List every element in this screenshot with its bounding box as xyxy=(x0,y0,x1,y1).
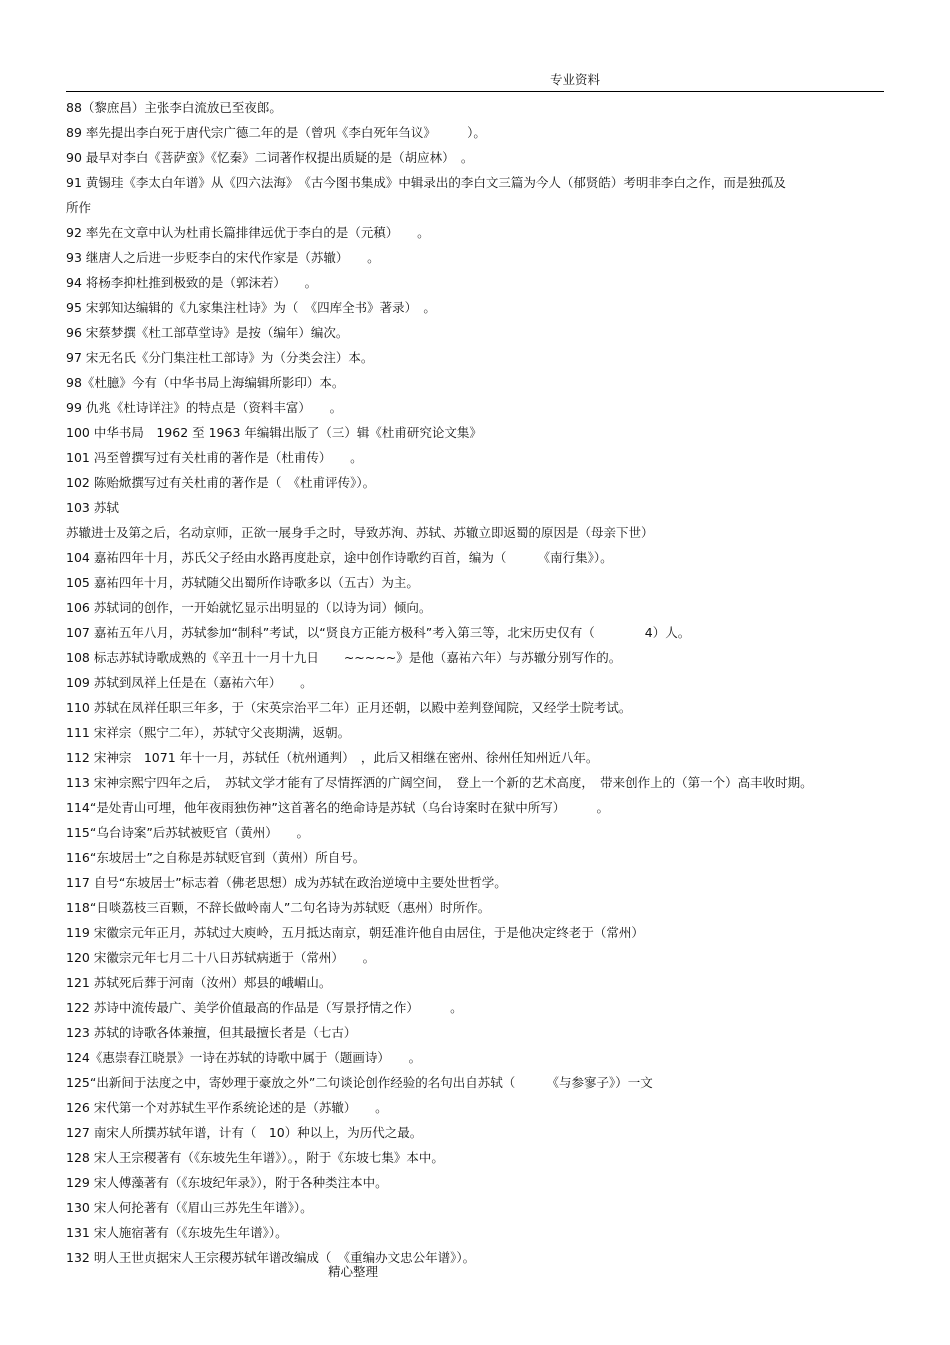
document-line: 苏辙进士及第之后，名动京师，正欲一展身手之时，导致苏洵、苏轼、苏辙立即返蜀的原因是（母亲下世） xyxy=(66,525,654,540)
document-line: 113 宋神宗熙宁四年之后， 苏轼文学才能有了尽情挥洒的广阔空间， 登上一个新的艺术高度， 带来创作上的（第一个）高丰收时期。 xyxy=(66,775,813,790)
document-line: 88（黎庶昌）主张李白流放已至夜郎。 xyxy=(66,100,282,115)
document-line: 92 率先在文章中认为杜甫长篇排律远优于李白的是（元稹） 。 xyxy=(66,225,430,240)
document-line: 94 将杨李抑杜推到极致的是（郭沫若） 。 xyxy=(66,275,318,290)
document-line: 99 仇兆《杜诗详注》的特点是（资料丰富） 。 xyxy=(66,400,343,415)
document-line: 106 苏轼词的创作，一开始就忆显示出明显的（以诗为词）倾向。 xyxy=(66,600,432,615)
document-line: 103 苏轼 xyxy=(66,500,119,515)
document-line: 97 宋无名氏《分门集注杜工部诗》为（分类会注）本。 xyxy=(66,350,374,365)
document-line: 89 率先提出李白死于唐代宗广德二年的是（曾巩《李白死年刍议》 ）。 xyxy=(66,125,486,140)
document-line: 104 嘉祐四年十月，苏氏父子经由水路再度赴京，途中创作诗歌约百首，编为（ 《南行集》）。 xyxy=(66,550,613,565)
document-line: 111 宋祥宗（熙宁二年），苏轼守父丧期满，返朝。 xyxy=(66,725,351,740)
document-line: 125“出新间于法度之中，寄妙理于豪放之外”二句谈论创作经验的名句出自苏轼（ 《与参寥子》）一文 xyxy=(66,1075,653,1090)
header-divider xyxy=(66,91,884,92)
document-line: 95 宋郭知达编辑的《九家集注杜诗》为（ 《四库全书》著录） 。 xyxy=(66,300,436,315)
document-line: 116“东坡居士”之自称是苏轼贬官到（黄州）所自号。 xyxy=(66,850,366,865)
document-line: 128 宋人王宗稷著有（《东坡先生年谱》）。，附于《东坡七集》本中。 xyxy=(66,1150,444,1165)
page-footer: 精心整理 xyxy=(327,1264,378,1279)
document-line: 110 苏轼在凤祥任职三年多，于（宋英宗治平二年）正月还朝，以殿中差判登闻院，又经学士院考试。 xyxy=(66,700,632,715)
document-line: 114“是处青山可埋，他年夜雨独伤神”这首著名的绝命诗是苏轼（乌台诗案时在狱中所写） 。 xyxy=(66,800,610,815)
document-line: 127 南宋人所撰苏轼年谱，计有（ 10）种以上，为历代之最。 xyxy=(66,1125,423,1140)
document-line: 121 苏轼死后葬于河南（汝州）郏县的峨嵋山。 xyxy=(66,975,332,990)
document-line: 130 宋人何抡著有（《眉山三苏先生年谱》）。 xyxy=(66,1200,313,1215)
document-line: 107 嘉祐五年八月，苏轼参加“制科”考试，以“贤良方正能方极科”考入第三等，北宋历史仅有（ 4）人。 xyxy=(66,625,691,640)
document-line: 112 宋神宗 1071 年十一月，苏轼任（杭州通判） ，此后又相继在密州、徐州任知州近八年。 xyxy=(66,750,599,765)
document-line: 131 宋人施宿著有（《东坡先生年谱》）。 xyxy=(66,1225,288,1240)
document-line: 124《惠崇春江晓景》一诗在苏轼的诗歌中属于（题画诗） 。 xyxy=(66,1050,422,1065)
document-line: 96 宋蔡梦撰《杜工部草堂诗》是按（编年）编次。 xyxy=(66,325,349,340)
page-header-title: 专业资料 xyxy=(549,72,600,87)
document-line: 120 宋徽宗元年七月二十八日苏轼病逝于（常州） 。 xyxy=(66,950,376,965)
document-line: 100 中华书局 1962 至 1963 年编辑出版了（三）辑《杜甫研究论文集》 xyxy=(66,425,482,440)
document-line: 118“日啖荔枝三百颗，不辞长做岭南人”二句名诗为苏轼贬（惠州）时所作。 xyxy=(66,900,491,915)
document-line: 126 宋代第一个对苏轼生平作系统论述的是（苏辙） 。 xyxy=(66,1100,388,1115)
document-line: 105 嘉祐四年十月，苏轼随父出蜀所作诗歌多以（五古）为主。 xyxy=(66,575,419,590)
document-line: 所作 xyxy=(66,200,92,215)
document-line: 109 苏轼到凤祥上任是在（嘉祐六年） 。 xyxy=(66,675,313,690)
document-line: 101 冯至曾撰写过有关杜甫的著作是（杜甫传） 。 xyxy=(66,450,363,465)
document-line: 122 苏诗中流传最广、美学价值最高的作品是（写景抒情之作） 。 xyxy=(66,1000,463,1015)
document-line: 117 自号“东坡居士”标志着（佛老思想）成为苏轼在政治逆境中主要处世哲学。 xyxy=(66,875,507,890)
document-line: 98《杜臆》今有（中华书局上海编辑所影印）本。 xyxy=(66,375,345,390)
document-line: 129 宋人傅藻著有（《东坡纪年录》），附于各种类注本中。 xyxy=(66,1175,388,1190)
document-line: 102 陈贻焮撰写过有关杜甫的著作是（ 《杜甫评传》）。 xyxy=(66,475,376,490)
document-line: 91 黄锡珪《李太白年谱》从《四六法海》 《古今图书集成》中辑录出的李白文三篇为今人（郁贤皓）考明非李白之作，而是独孤及 xyxy=(66,175,786,190)
document-line: 132 明人王世贞据宋人王宗稷苏轼年谱改编成（ 《重编办文忠公年谱》）。 xyxy=(66,1250,476,1265)
document-line: 123 苏轼的诗歌各体兼擅，但其最擅长者是（七古） xyxy=(66,1025,357,1040)
document-body xyxy=(66,95,886,1270)
document-line: 119 宋徽宗元年正月，苏轼过大庾岭，五月抵达南京，朝廷准许他自由居住，于是他决定终老于（常州） xyxy=(66,925,644,940)
document-line: 115“乌台诗案”后苏轼被贬官（黄州） 。 xyxy=(66,825,310,840)
document-line: 93 继唐人之后进一步贬李白的宋代作家是（苏辙） 。 xyxy=(66,250,380,265)
document-line: 90 最早对李白《菩萨蛮》《忆秦》二词著作权提出质疑的是（胡应林） 。 xyxy=(66,150,474,165)
document-line: 108 标志苏轼诗歌成熟的《辛丑十一月十九日 ~~~~~》是他（嘉祐六年）与苏辙分别写作的。 xyxy=(66,650,622,665)
